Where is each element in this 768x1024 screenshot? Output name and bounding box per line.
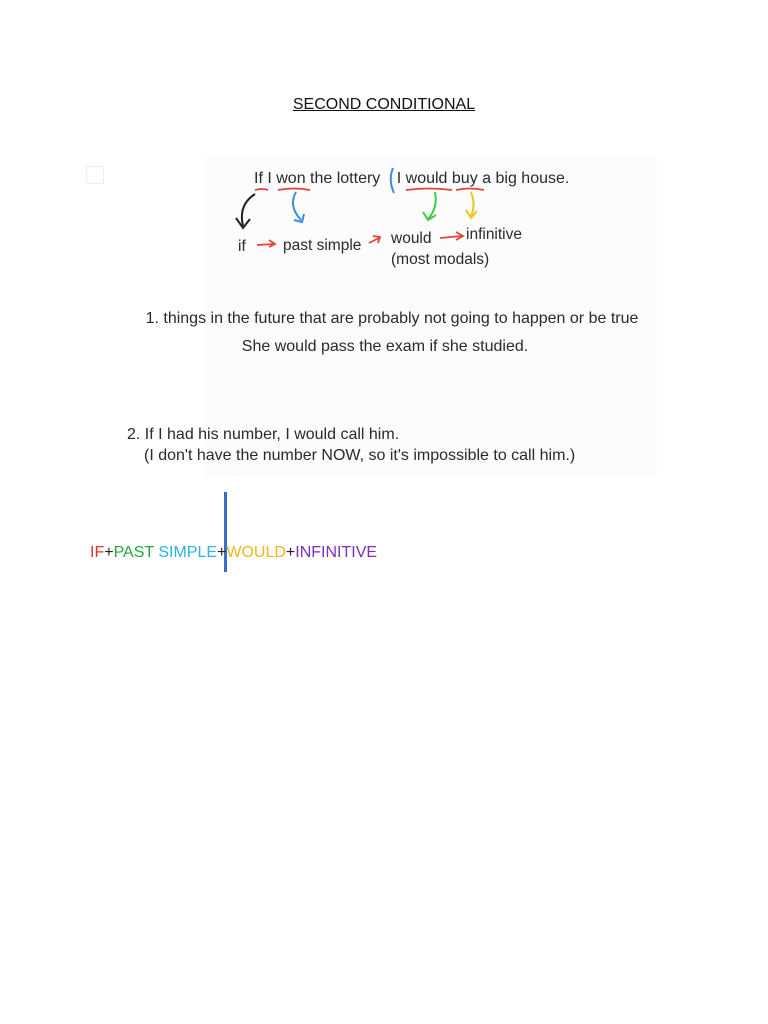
example-word-won: won [276,170,306,187]
label-past-simple: past simple [283,237,362,254]
formula-infinitive: INFINITIVE [295,544,378,561]
example-word-would: would [405,170,448,187]
underline-if [255,189,268,190]
underline-buy [456,189,484,191]
label-most-modals: (most modals) [391,251,490,268]
example-text: the lottery [305,170,381,187]
example-text: a big house. [477,170,570,187]
example-word-buy: buy [451,170,478,187]
formula [90,544,377,562]
example-word-if: If [254,170,263,187]
underline-won [278,189,310,191]
formula-if: IF [90,544,105,561]
formula-plus: + [285,544,296,561]
underline-would [406,189,452,191]
blue-arrow [293,192,301,220]
clause-divider-mark [391,168,394,193]
page-title: SECOND CONDITIONAL [292,96,476,113]
yellow-arrow [471,192,474,216]
point2-line2: (I don't have the number NOW, so it's impossible to call him.) [144,447,576,464]
formula-past: PAST [113,544,154,561]
formula-would: WOULD [226,544,286,561]
formula-plus: + [217,544,227,561]
label-infinitive: infinitive [466,226,522,243]
point1-line2: She would pass the exam if she studied. [241,338,529,355]
example-text: I [262,170,277,187]
example-text: I [392,170,406,187]
formula-simple: SIMPLE [153,544,218,561]
point1-line1: 1. things in the future that are probably not going to happen or be true [145,310,639,327]
formula-plus: + [104,544,114,561]
label-would: would [391,230,432,247]
point2-line1: 2. If I had his number, I would call him. [127,426,400,443]
label-if: if [238,238,246,255]
